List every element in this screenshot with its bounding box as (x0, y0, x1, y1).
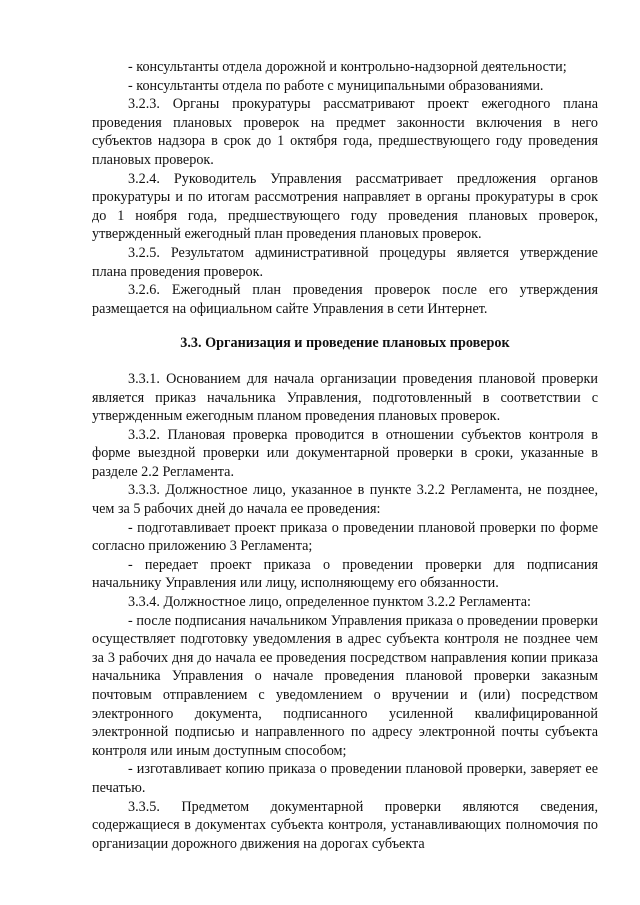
list-item: - подготавливает проект приказа о проведении плановой проверки по форме согласно приложению 3 Регламента; (92, 519, 598, 555)
list-item: - после подписания начальником Управления приказа о проведении проверки осуществляет подготовку уведомления в адрес субъекта контроля не позднее чем за 3 рабочих дня до начала ее проведения посредством направления копии приказа начальника Управления о начале проведения плановой проверки заказным почтовым отправлением с уведомлением о вручении и (или) посредством электронного документа, подписанного усиленной квалифицированной электронной подписью и направленного по адресу электронной почты субъекта контроля или иным доступным способом; (92, 612, 598, 759)
paragraph: 3.3.3. Должностное лицо, указанное в пункте 3.2.2 Регламента, не позднее, чем за 5 рабочих дней до начала ее проведения: (92, 482, 598, 518)
paragraph: 3.2.3. Органы прокуратуры рассматривают проект ежегодного плана проведения плановых проверок на предмет законности включения в него субъектов надзора в срок до 1 октября года, предшествующего году проведения плановых проверок. (92, 96, 598, 168)
paragraph: 3.3.5. Предметом документарной проверки являются сведения, содержащиеся в документах субъекта контроля, устанавливающих полномочия по организации дорожного движения на дорогах субъекта (92, 798, 598, 852)
list-item: - изготавливает копию приказа о проведении плановой проверки, заверяет ее печатью. (92, 761, 598, 796)
paragraph: - консультанты отдела по работе с муниципальными образованиями. (128, 77, 544, 94)
section-heading: 3.3. Организация и проведение плановых проверок (180, 335, 510, 352)
list-item: - передает проект приказа о проведении проверки для подписания начальнику Управления или лицу, исполняющему его обязанности. (92, 556, 598, 592)
paragraph: 3.3.1. Основанием для начала организации проведения плановой проверки является приказ начальника Управления, подготовленный в соответствии с утвержденным ежегодным планом проведения плановых проверок. (92, 370, 598, 425)
paragraph: 3.2.6. Ежегодный план проведения проверок после его утверждения размещается на официальном сайте Управления в сети Интернет. (92, 282, 598, 317)
paragraph: 3.3.4. Должностное лицо, определенное пунктом 3.2.2 Регламента: (128, 594, 531, 611)
paragraph: 3.3.2. Плановая проверка проводится в отношении субъектов контроля в форме выездной проверки или документарной проверки в сроки, указанные в разделе 2.2 Регламента. (92, 426, 598, 480)
paragraph: 3.2.5. Результатом административной процедуры является утверждение плана проведения проверок. (92, 244, 598, 280)
paragraph: 3.2.4. Руководитель Управления рассматривает предложения органов прокуратуры и по итогам рассмотрения направляет в органы прокуратуры в срок до 1 ноября года, предшествующего году проведения плановых проверок, утвержденный ежегодный план проведения плановых проверок. (92, 170, 598, 243)
paragraph: - консультанты отдела дорожной и контрольно-надзорной деятельности; (128, 59, 567, 75)
